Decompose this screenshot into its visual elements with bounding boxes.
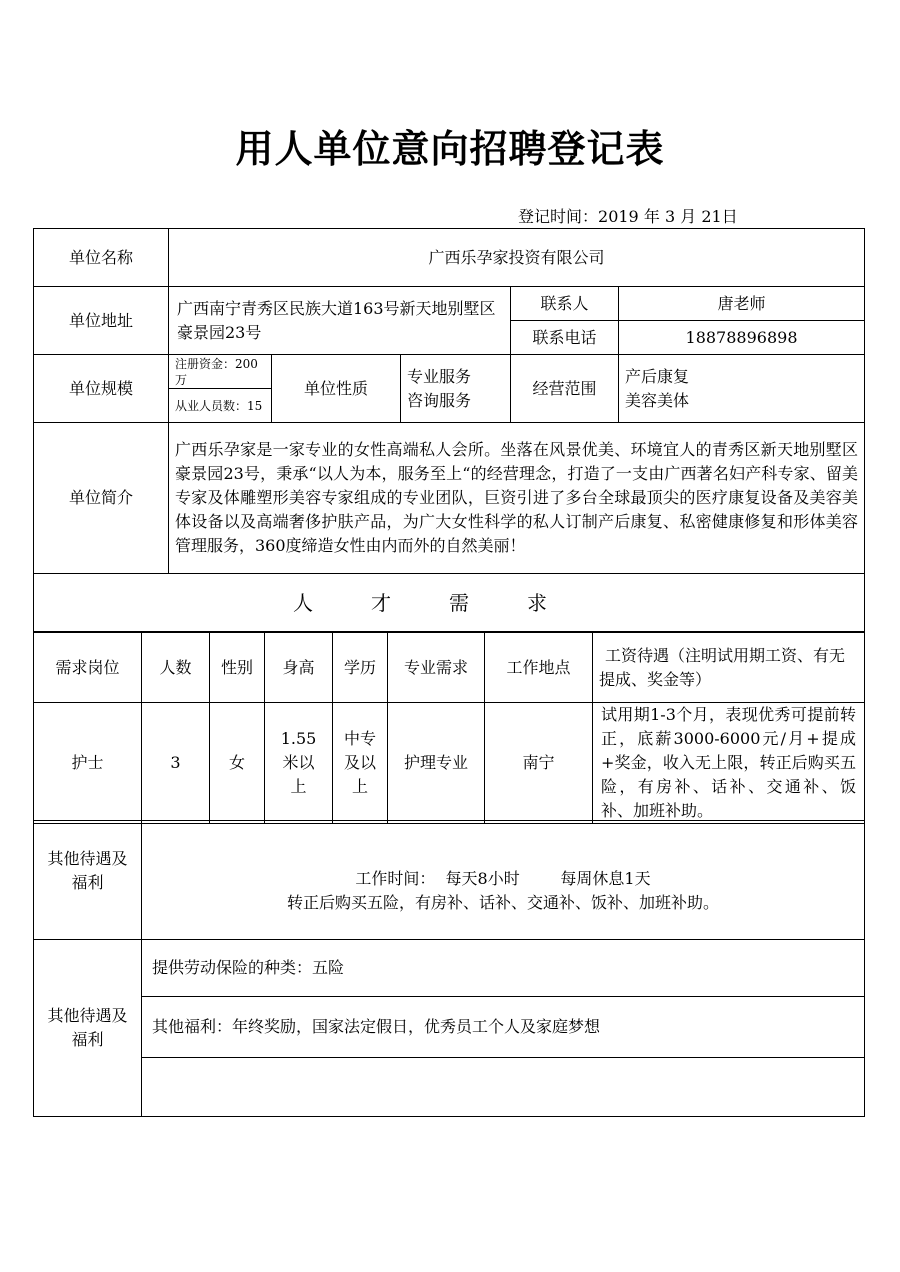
- insurance-type: 提供劳动保险的种类：五险: [142, 940, 865, 997]
- welfare-benefits: 转正后购买五险，有房补、话补、交通补、饭补、加班补助。: [286, 893, 719, 912]
- company-name-label: 单位名称: [34, 229, 169, 287]
- day-unit: 日: [721, 207, 738, 226]
- gender-value: 女: [210, 703, 265, 824]
- place-value: 南宁: [485, 703, 593, 824]
- staff-count: 从业人员数：15: [169, 389, 272, 423]
- year-unit: 年: [643, 207, 660, 226]
- col-count: 人数: [142, 633, 210, 703]
- scale-label: 单位规模: [34, 355, 169, 423]
- intro-label: 单位简介: [34, 423, 169, 574]
- date-month: 3: [664, 207, 676, 226]
- page-title: 用人单位意向招聘登记表: [235, 127, 665, 171]
- col-major: 专业需求: [388, 633, 485, 703]
- registered-capital: 注册资金：200万: [169, 355, 272, 389]
- registration-date: [518, 204, 738, 227]
- col-place: 工作地点: [485, 633, 593, 703]
- talent-demand-table: [33, 632, 865, 824]
- nature-value: [401, 355, 511, 423]
- welfare-table: [33, 820, 865, 1117]
- post-value: 护士: [34, 703, 142, 824]
- col-salary: 工资待遇（注明试用期工资、有无提成、奖金等）: [593, 633, 865, 703]
- scope-item: 美容美体: [625, 390, 690, 410]
- major-value: 护理专业: [388, 703, 485, 824]
- scope-value: [619, 355, 865, 423]
- phone-label: 联系电话: [511, 321, 619, 355]
- work-hours: 工作时间： 每天8小时 每周休息1天: [355, 869, 651, 888]
- nature-label: 单位性质: [272, 355, 401, 423]
- welfare-label-2: 其他待遇及福利: [34, 940, 142, 1117]
- welfare-content-1: [142, 821, 865, 940]
- address-label: 单位地址: [34, 287, 169, 355]
- date-day: 21: [701, 207, 722, 226]
- welfare-label-1: 其他待遇及福利: [34, 821, 142, 940]
- phone-value: 18878896898: [619, 321, 865, 355]
- date-label: 登记时间：: [518, 207, 599, 226]
- scope-label: 经营范围: [511, 355, 619, 423]
- col-post: 需求岗位: [34, 633, 142, 703]
- empty-row: [142, 1058, 865, 1117]
- col-height: 身高: [265, 633, 333, 703]
- education-value: 中专及以上: [333, 703, 388, 824]
- count-value: 3: [142, 703, 210, 824]
- salary-value: 试用期1-3个月，表现优秀可提前转正，底薪3000-6000元/月+提成+奖金，收入无上限，转正后购买五险，有房补、话补、交通补、饭补、加班补助。: [593, 703, 865, 824]
- height-value: 1.55米以上: [265, 703, 333, 824]
- nature-item: 咨询服务: [407, 390, 472, 410]
- contact-value: 唐老师: [619, 287, 865, 321]
- nature-item: 专业服务: [407, 366, 472, 386]
- month-unit: 月: [680, 207, 697, 226]
- col-gender: 性别: [210, 633, 265, 703]
- date-year: 2019: [598, 207, 639, 226]
- address-value: 广西南宁青秀区民族大道163号新天地别墅区豪景园23号: [169, 287, 511, 355]
- talent-demand-header: 人才需求: [34, 574, 865, 632]
- col-education: 学历: [333, 633, 388, 703]
- company-info-table: [33, 228, 865, 632]
- scope-item: 产后康复: [625, 366, 690, 386]
- intro-text: 广西乐孕家是一家专业的女性高端私人会所。坐落在风景优美、环境宜人的青秀区新天地别墅区豪景园23号，秉承“以人为本，服务至上“的经营理念，打造了一支由广西著名妇产科专家、留美专家及体雕塑形美容专家组成的专业团队，巨资引进了多台全球最顶尖的医疗康复设备及美容美体设备以及高端奢侈护肤产品，为广大女性科学的私人订制产后康复、私密健康修复和形体美容管理服务，360度缔造女性由内而外的自然美丽！: [169, 423, 865, 574]
- contact-label: 联系人: [511, 287, 619, 321]
- other-benefits: 其他福利：年终奖励，国家法定假日，优秀员工个人及家庭梦想: [142, 997, 865, 1058]
- company-name: 广西乐孕家投资有限公司: [169, 229, 865, 287]
